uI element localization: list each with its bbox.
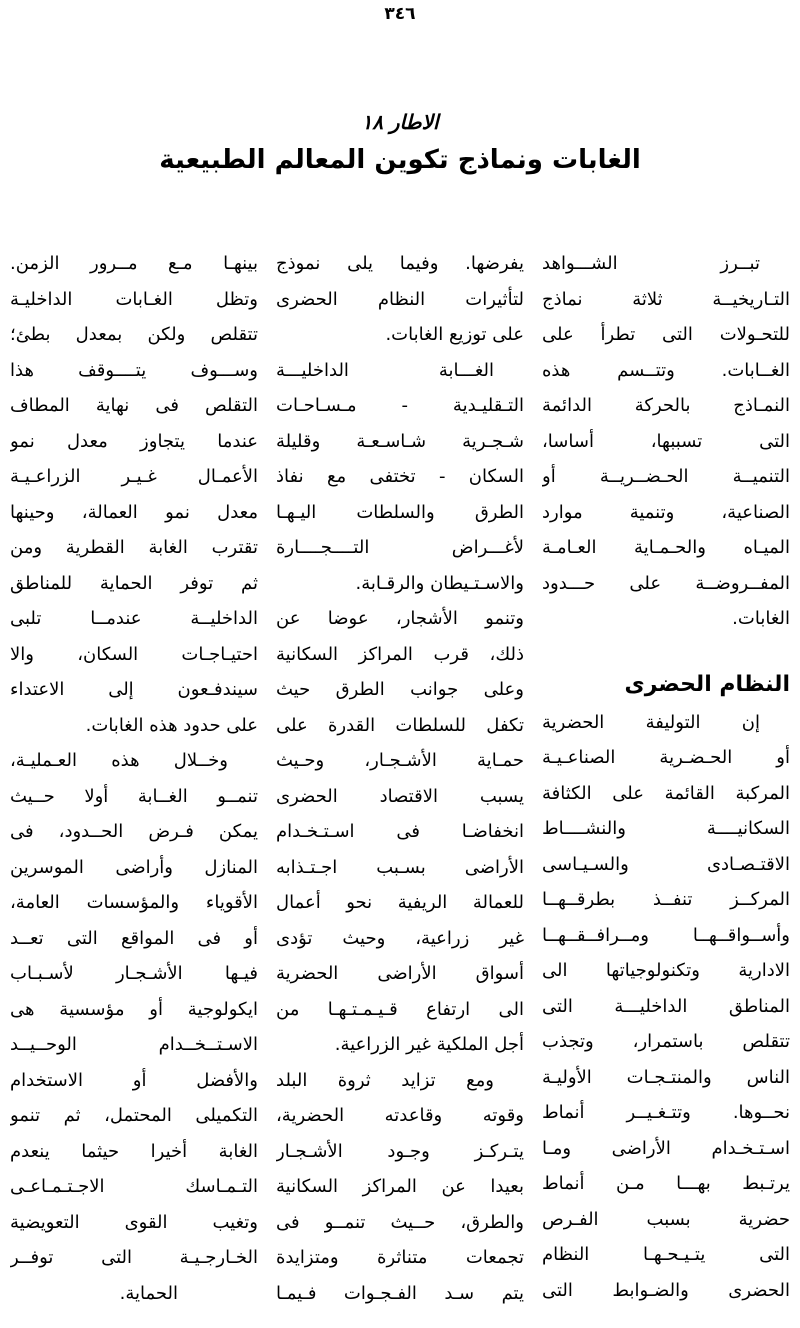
text-line: وأســواقــهــا ومــرافــقــهــا — [542, 924, 790, 946]
text-line: السكان - تختفى مع نفاذ — [276, 466, 524, 487]
text-line: المركــز تنفــذ بطرقــهــا — [542, 889, 790, 910]
text-line: لأغـــراض التــــجــــارة — [276, 537, 524, 558]
text-line: الاسـتــخــدام الوحــيــد — [10, 1034, 258, 1055]
text-line: غير زراعية، وحيث تؤدى — [276, 927, 524, 949]
text-line: التقلص فى نهاية المطاف — [10, 395, 258, 416]
text-line: تجمعات متناثرة ومتزايدة — [276, 1247, 524, 1268]
text-line: المفــروضــة على حـــدود — [542, 572, 790, 594]
text-line: الغــابات. وتتــسم هذه — [542, 359, 790, 381]
text-line: فيـها الأشـجـار لأسـبـاب — [10, 963, 258, 984]
text-line: لتأثيرات النظام الحضرى — [276, 288, 524, 310]
text-line: تتقلص باستمرار، وتجذب — [542, 1031, 790, 1052]
text-line: الأعمـال غـيـر الزراعـيـة — [10, 466, 258, 487]
text-line: الغابة أخيرا حيثما ينعدم — [10, 1140, 258, 1162]
text-line: إن التوليفة الحضرية — [542, 711, 760, 733]
text-line: شـجـرية شـاسـعـة وقليلة — [276, 430, 524, 452]
column-middle — [276, 246, 524, 1311]
text-line: تنمــو الغــابة أولا حــيث — [10, 785, 258, 807]
text-line: الى ارتفاع قـيـمـتـهـا من — [276, 998, 524, 1020]
text-line: احتيـاجـات السكان، والا — [10, 643, 258, 665]
text-line: معدل نمو العمالة، وحينها — [10, 501, 258, 523]
text-line: أو فى المواقع التى تعــد — [10, 927, 258, 949]
text-line: على توزيع الغابات. — [385, 324, 524, 345]
text-line: حمـاية الأشـجـار، وحـيث — [276, 750, 524, 771]
text-line: الغابات. — [732, 608, 790, 629]
text-line: الصناعية، وتنمية موارد — [542, 501, 790, 523]
column-left — [10, 246, 258, 1311]
page-title: الغابات ونماذج تكوين المعالم الطبيعية — [159, 145, 641, 175]
text-line: أجل الملكية غير الزراعية. — [334, 1034, 524, 1055]
column-right — [542, 246, 790, 1311]
text-line: ثم توفر الحماية للمناطق — [10, 572, 258, 594]
text-line: بينهـا مـع مــرور الزمن. — [10, 253, 258, 274]
text-line: وخــلال هذه العـمليـة، — [10, 750, 228, 771]
text-line: وتظل الغـابات الداخليـة — [10, 288, 258, 310]
text-line: المركبة القائمة على الكثافة — [542, 782, 790, 804]
text-line: ومع تزايد ثروة البلد — [276, 1069, 494, 1091]
section-heading: النظام الحضرى — [624, 671, 790, 697]
text-line: بعيدا عن المراكز السكانية — [276, 1176, 524, 1197]
text-line: تتقلص ولكن بمعدل بطئ؛ — [10, 324, 258, 345]
text-line: التـقليـدية - مـسـاحـات — [276, 395, 524, 416]
text-columns — [0, 246, 800, 1311]
text-line: ايكولوجية أو مؤسسية هى — [10, 998, 258, 1020]
text-line: يسبب الاقتصاد الحضرى — [276, 785, 524, 807]
box-kicker: الاطار ١٨ — [361, 110, 439, 134]
text-line: الميـاه والحـمـاية العـامـة — [542, 537, 790, 558]
text-line: التنميــة الحـضــريــة أو — [542, 466, 790, 487]
text-line: نحــوها. وتتـغـيــر أنماط — [542, 1102, 790, 1123]
text-line: وعلى جوانب الطرق حيث — [276, 679, 524, 700]
text-line: للتحـولات التى تطرأ على — [542, 324, 790, 345]
text-line: يتم سـد الفـجـوات فـيمـا — [276, 1282, 524, 1304]
page-number: ٣٤٦ — [384, 4, 416, 24]
text-line: الخـارجـيـة التى توفــر — [10, 1247, 258, 1268]
text-line: سيندفـعون إلى الاعتداء — [10, 679, 258, 700]
text-line: التكميلى المحتمل، ثم تنمو — [10, 1105, 258, 1126]
text-line: التـاريخيــة ثلاثة نماذج — [542, 288, 790, 310]
text-line: الحضرى والضـوابط التى — [542, 1279, 790, 1301]
text-line: والأفضل أو الاستخدام — [10, 1069, 258, 1091]
text-line: ذلك، قرب المراكز السكانية — [276, 643, 524, 665]
text-line: النمـاذج بالحركة الدائمة — [542, 395, 790, 416]
text-line: أسواق الأراضى الحضرية — [276, 963, 524, 984]
text-line: يرتـبط بهـــا مـن أنماط — [542, 1173, 790, 1194]
text-line: الاقتـصـادى والسـيـاسى — [542, 853, 790, 875]
text-line: عندما يتجاوز معدل نمو — [10, 430, 258, 452]
text-line: انخفاضـا فى اسـتـخـدام — [276, 821, 524, 842]
text-line: والطرق، حــيث تنمــو فى — [276, 1211, 524, 1233]
text-line: الناس والمنتـجـات الأوليـة — [542, 1066, 790, 1088]
text-line: السكانيــــة والنشــــاط — [542, 818, 790, 839]
text-line: الغـــابة الداخليـــة — [276, 359, 494, 381]
text-line: أو الحـضـرية الصناعـيـة — [542, 747, 790, 768]
text-line: اسـتـخـدام الأراضى ومـا — [542, 1137, 790, 1159]
text-line: الداخليــة عندمــا تلبى — [10, 608, 258, 629]
text-line: يتـركـز وجـود الأشـجـار — [276, 1140, 524, 1162]
text-line: والاسـتـيطان والرقـابة. — [355, 572, 524, 594]
text-line: حضرية بسبب الفـرص — [542, 1208, 790, 1230]
text-line: يمكن فـرض الحــدود، فى — [10, 821, 258, 842]
text-line: التى يتـيـحـهـا النظام — [542, 1244, 790, 1265]
text-line: على حدود هذه الغابات. — [85, 714, 258, 736]
text-line: الطرق والسلطات اليـهـا — [276, 501, 524, 523]
text-line: المناطق الداخليـــة التى — [542, 995, 790, 1017]
text-line: تقترب الغابة القطرية ومن — [10, 537, 258, 558]
text-line: يفرضها. وفيما يلى نموذج — [276, 253, 524, 274]
text-line: الحماية. — [119, 1282, 178, 1304]
text-line: للعمالة الريفية نحو أعمال — [276, 892, 524, 913]
text-line: التـمـاسك الاجـتـمـاعـى — [10, 1176, 258, 1197]
text-line: الادارية وتكنولوجياتها الى — [542, 960, 790, 981]
text-line: وتنمو الأشجار، عوضا عن — [276, 608, 524, 629]
text-line: تكفل للسلطات القدرة على — [276, 714, 524, 736]
text-line: وقوته وقاعدته الحضرية، — [276, 1105, 524, 1126]
text-line: الأقوياء والمؤسسات العامة، — [10, 892, 258, 913]
text-line: المنازل وأراضى الموسرين — [10, 856, 258, 878]
text-line: وتغيب القوى التعويضية — [10, 1211, 258, 1233]
text-line: الأراضى بسـبب اجـتـذابه — [276, 856, 524, 878]
text-line: تبــرز الشـــواهد — [542, 253, 760, 274]
text-line: وســـوف يتــــوقف هذا — [10, 359, 258, 381]
text-line: التى تسببها، أساسا، — [542, 430, 790, 452]
